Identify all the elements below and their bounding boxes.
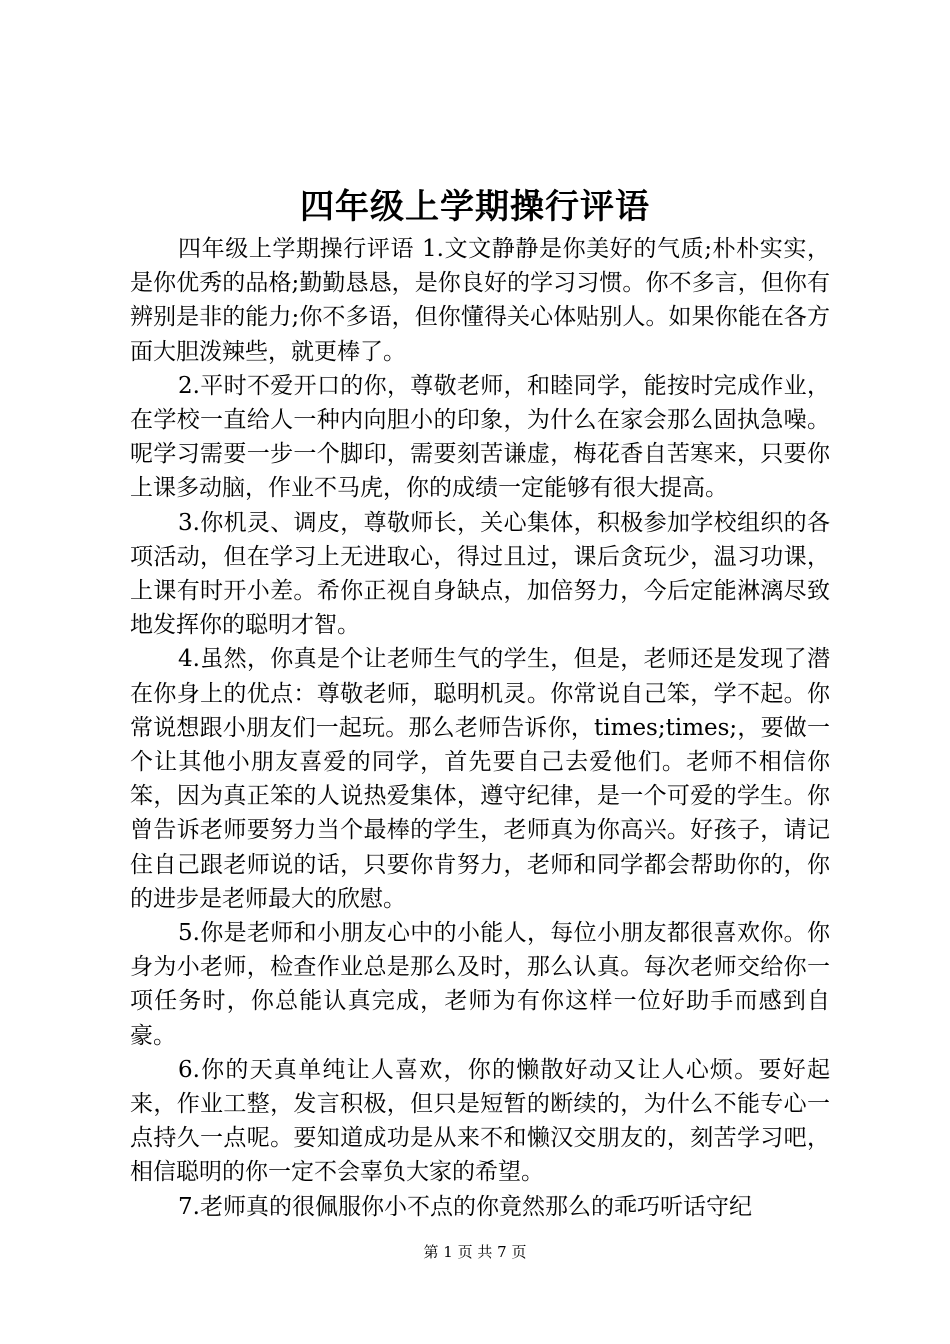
paragraph-4: 4.虽然，你真是个让老师生气的学生，但是，老师还是发现了潜在你身上的优点：尊敬老师，聪明机灵。你常说自己笨，学不起。你常说想跟小朋友们一起玩。那么老师告诉你，times;times;，要做一个让其他小朋友喜爱的同学，首先要自己去爱他们。老师不相信你笨，因为真正笨的人说热爱集体，遵守纪律，是一个可爱的学生。你曾告诉老师要努力当个最棒的学生，老师真为你高兴。好孩子，请记住自己跟老师说的话，只要你肯努力，老师和同学都会帮助你的，你的进步是老师最大的欣慰。 [130, 646, 830, 912]
paragraph-1: 四年级上学期操行评语 1.文文静静是你美好的气质;朴朴实实，是你优秀的品格;勤勤恳恳，是你良好的学习习惯。你不多言，但你有辨别是非的能力;你不多语，但你懂得关心体贴别人。如果你能在各方面大胆泼辣些，就更棒了。 [130, 236, 830, 365]
document-body [130, 232, 830, 1224]
paragraph-6: 6.你的天真单纯让人喜欢，你的懒散好动又让人心烦。要好起来，作业工整，发言积极，但只是短暂的断续的，为什么不能专心一点持久一点呢。要知道成功是从来不和懒汉交朋友的，刻苦学习吧，相信聪明的你一定不会辜负大家的希望。 [130, 1056, 830, 1186]
document-title: 四年级上学期操行评语 [300, 187, 650, 227]
paragraph-5: 5.你是老师和小朋友心中的小能人，每位小朋友都很喜欢你。你身为小老师，检查作业总是那么及时，那么认真。每次老师交给你一项任务时，你总能认真完成，老师为有你这样一位好助手而感到自豪。 [130, 920, 830, 1049]
page-footer: 第 1 页 共 7 页 [423, 1243, 527, 1261]
paragraph-3: 3.你机灵、调皮，尊敬师长，关心集体，积极参加学校组织的各项活动，但在学习上无进取心，得过且过，课后贪玩少，温习功课，上课有时开小差。希你正视自身缺点，加倍努力，今后定能淋漓尽致地发挥你的聪明才智。 [130, 509, 830, 639]
paragraph-7: 7.老师真的很佩服你小不点的你竟然那么的乖巧听话守纪 [178, 1193, 752, 1220]
paragraph-2: 2.平时不爱开口的你，尊敬老师，和睦同学，能按时完成作业，在学校一直给人一种内向胆小的印象，为什么在家会那么固执急噪。呢学习需要一步一个脚印，需要刻苦谦虚，梅花香自苦寒来，只要你上课多动脑，作业不马虎，你的成绩一定能够有很大提高。 [130, 372, 830, 502]
